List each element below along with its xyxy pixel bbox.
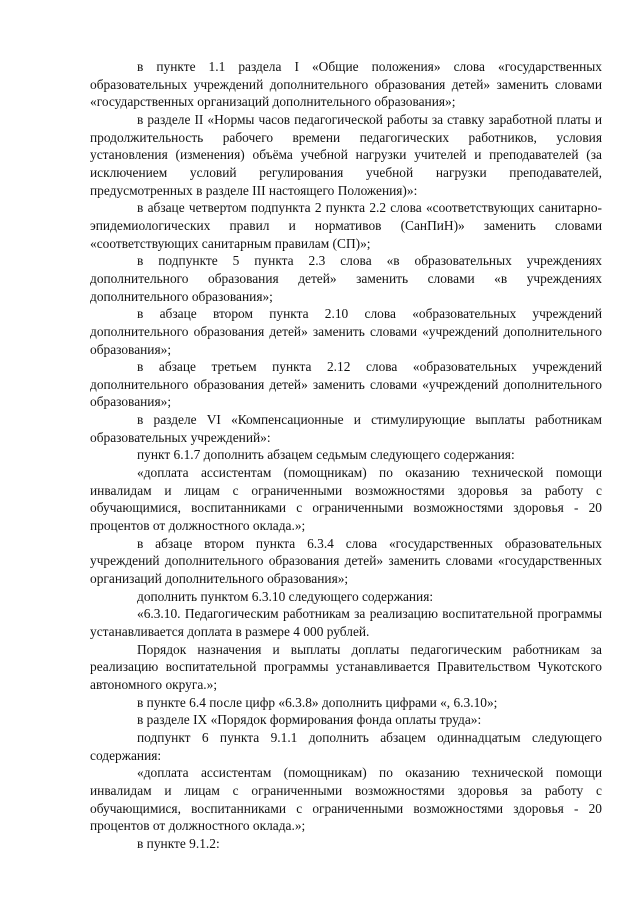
paragraph-1: в пункте 1.1 раздела I «Общие положения» слова «государственных образовательных учреждений дополнительного образования детей» заменить словами «государственных организаций дополнительного образования»; <box>90 59 602 110</box>
paragraph-12: «6.3.10. Педагогическим работникам за реализацию воспитательной программы устанавливается доплата в размере 4 000 рублей. <box>90 606 602 639</box>
paragraph-17: «доплата ассистентам (помощникам) по оказанию технической помощи инвалидам и лицам с ограниченными возможностями здоровья за работу с обучающимися, воспитанниками с ограниченными возможностями здоровья - 20 процентов от должностного оклада.»; <box>90 765 602 834</box>
paragraph-11: дополнить пунктом 6.3.10 следующего содержания: <box>137 588 434 604</box>
paragraph-16: подпункт 6 пункта 9.1.1 дополнить абзацем одиннадцатым следующего содержания: <box>90 729 602 763</box>
paragraph-18: в пункте 9.1.2: <box>137 835 220 851</box>
paragraph-4: в подпункте 5 пункта 2.3 слова «в образовательных учреждениях дополнительного образования детей» заменить словами «в учреждениях дополнительного образования»; <box>90 253 602 304</box>
paragraph-9: «доплата ассистентам (помощникам) по оказанию технической помощи инвалидам и лицам с ограниченными возможностями здоровья за работу с обучающимися, воспитанниками с ограниченными возможностями здоровья - 20 процентов от должностного оклада.»; <box>90 465 602 534</box>
paragraph-8: пункт 6.1.7 дополнить абзацем седьмым следующего содержания: <box>137 447 515 463</box>
paragraph-10: в абзаце втором пункта 6.3.4 слова «государственных образовательных учреждений дополнительного образования детей» заменить словами «государственных организаций дополнительного образования»; <box>90 535 602 587</box>
paragraph-2: в разделе II «Нормы часов педагогической работы за ставку заработной платы и продолжительность рабочего времени педагогических работников, условия установления (изменения) объёма учебной нагрузки учителей и преподавателей (за исключением условий регулирования учебной нагрузки преподавателей, предусмотренных в разделе III настоящего Положения)»: <box>90 111 602 198</box>
paragraph-7: в разделе VI «Компенсационные и стимулирующие выплаты работникам образовательных учреждений»: <box>90 412 602 445</box>
paragraph-6: в абзаце третьем пункта 2.12 слова «образовательных учреждений дополнительного образования детей» заменить словами «учреждений дополнительного образования»; <box>90 359 602 410</box>
paragraph-15: в разделе IX «Порядок формирования фонда оплаты труда»: <box>137 712 482 728</box>
paragraph-3: в абзаце четвертом подпункта 2 пункта 2.2 слова «соответствующих санитарно-эпидемиологических правил и нормативов (СанПиН)» заменить словами «соответствующих санитарным правилам (СП)»; <box>90 200 602 251</box>
paragraph-13: Порядок назначения и выплаты доплаты педагогическим работникам за реализацию воспитательной программы устанавливается Правительством Чукотского автономного округа.»; <box>90 641 602 692</box>
paragraph-14: в пункте 6.4 после цифр «6.3.8» дополнить цифрами «, 6.3.10»; <box>137 694 498 710</box>
document-page <box>90 58 602 853</box>
paragraph-5: в абзаце втором пункта 2.10 слова «образовательных учреждений дополнительного образования детей» заменить словами «учреждений дополнительного образования»; <box>90 306 602 357</box>
